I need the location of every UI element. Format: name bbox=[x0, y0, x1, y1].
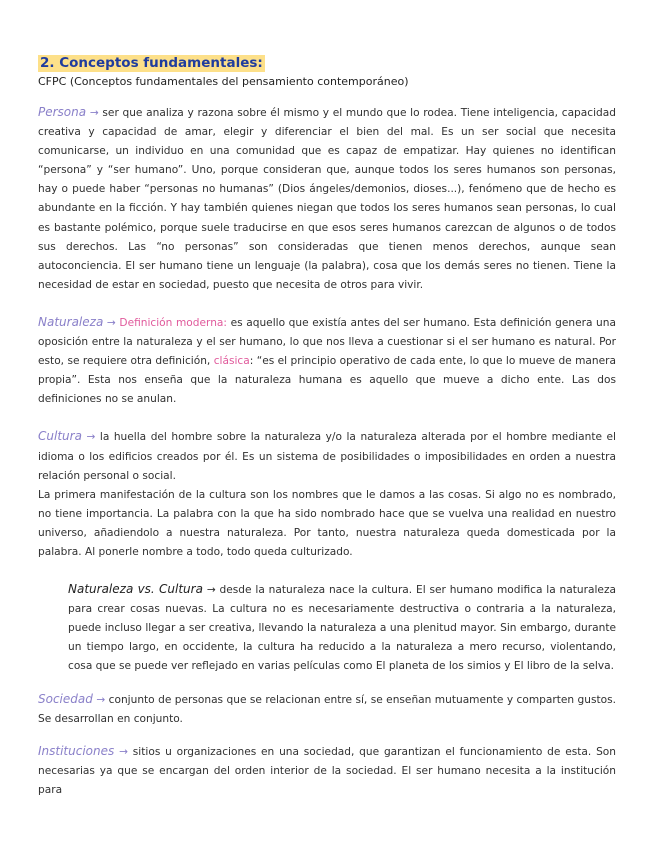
term-naturaleza-vs-cultura: Naturaleza vs. Cultura bbox=[68, 582, 203, 597]
document-page bbox=[38, 52, 616, 800]
section-heading: 2. Conceptos fundamentales: bbox=[40, 55, 263, 71]
paragraph-persona bbox=[38, 103, 616, 295]
definition-sociedad: conjunto de personas que se relacionan entre sí, se enseñan mutuamente y comparten gustos. Se desarrollan en conjunto. bbox=[38, 693, 617, 725]
paragraph-naturaleza bbox=[38, 313, 616, 409]
paragraph-naturaleza-vs-cultura bbox=[68, 580, 616, 676]
label-clasica: clásica bbox=[213, 355, 250, 368]
section-subtitle: CFPC (Conceptos fundamentales del pensamiento contemporáneo) bbox=[38, 75, 409, 88]
term-naturaleza: Naturaleza bbox=[38, 314, 104, 329]
arrow-icon: → bbox=[119, 745, 128, 758]
arrow-icon: → bbox=[89, 107, 99, 119]
term-cultura: Cultura bbox=[38, 429, 82, 444]
arrow-icon: → bbox=[86, 431, 96, 444]
definition-persona: ser que analiza y razona sobre él mismo y el mundo que lo rodea. Tiene inteligencia, capacidad creativa y capacidad de amar, elegir y diferenciar el bien del mal. Es un ser social que necesita comunicarse, un individuo en una comunidad que es capaz de empatizar. Hay quienes no identifican “persona” y “ser humano”. Uno, porque consideran que, aunque todos los seres humanos son personas, hay o puede haber “personas no humanas” (Dios ángeles/demonios, dioses...), fenómeno que de hecho es abundante en la ficción. Y hay también quienes niegan que todos los seres humanos sean personas, lo cual es bastante polémico, porque suele traducirse en que esos seres humanos carezcan de algunos o de todos sus derechos. Las “no personas” son consideradas que tienen menos derechos, aunque sean autoconciencia. El ser humano tiene un lenguaje (la palabra), cosa que los demás seres no tienen. Tiene la necesidad de estar en sociedad, puesto que necesita de otros para vivir. bbox=[38, 107, 616, 291]
label-definicion-moderna: Definición moderna: bbox=[119, 316, 227, 329]
paragraph-cultura-continued: La primera manifestación de la cultura son los nombres que le damos a las cosas. Si algo no es nombrado, no tiene importancia. La palabra con la que ha sido nombrado hace que se vuelva una realidad en nuestro universo, añadiendolo a nuestra naturaleza. Por tanto, nuestra naturaleza queda domesticada por la palabra. Al ponerle nombre a todo, todo queda culturizado. bbox=[38, 488, 616, 558]
definition-instituciones: sitios u organizaciones en una sociedad, que garantizan el funcionamiento de esta. Son necesarias ya que se encargan del orden interior de la sociedad. El ser humano necesita a la institución para bbox=[38, 745, 616, 796]
arrow-icon: → bbox=[206, 584, 216, 597]
paragraph-instituciones bbox=[38, 742, 616, 800]
term-persona: Persona bbox=[38, 105, 87, 119]
term-sociedad: Sociedad bbox=[38, 691, 93, 706]
paragraph-cultura bbox=[38, 427, 616, 485]
arrow-icon: → bbox=[96, 693, 106, 706]
definition-naturaleza-vs-cultura: desde la naturaleza nace la cultura. El ser humano modifica la naturaleza para crear cosas nuevas. La cultura no es necesariamente destructiva o contraria a la naturaleza, puede incluso llegar a ser creativa, llevando la naturaleza a una plenitud mayor. Sin embargo, durante un tiempo largo, en occidente, la cultura ha reducido a la naturaleza a mero recurso, violentando, cosa que se puede ver reflejado en varias películas como El planeta de los simios y El libro de la selva. bbox=[68, 584, 616, 673]
arrow-icon: → bbox=[106, 316, 116, 329]
definition-cultura-1: la huella del hombre sobre la naturaleza y/o la naturaleza alterada por el hombre mediante el idioma o los edificios creados por él. Es un sistema de posibilidades o imposibilidades en orden a nuestra relación personal o social. bbox=[38, 431, 616, 482]
definition-naturaleza-2: : “es el principio operativo de cada ente, lo que lo mueve de manera propia”. Esta nos enseña que la naturaleza humana es aquello que mueve a dicho ente. Las dos definiciones no se anulan. bbox=[38, 355, 616, 406]
paragraph-sociedad bbox=[38, 690, 616, 729]
definition-naturaleza-1: es aquello que existía antes del ser humano. Esta definición genera una oposición entre la naturaleza y el ser humano, lo que nos lleva a cuestionar si el ser humano es natural. Por esto, se requiere otra definición, bbox=[38, 316, 616, 368]
term-instituciones: Instituciones bbox=[38, 743, 115, 758]
